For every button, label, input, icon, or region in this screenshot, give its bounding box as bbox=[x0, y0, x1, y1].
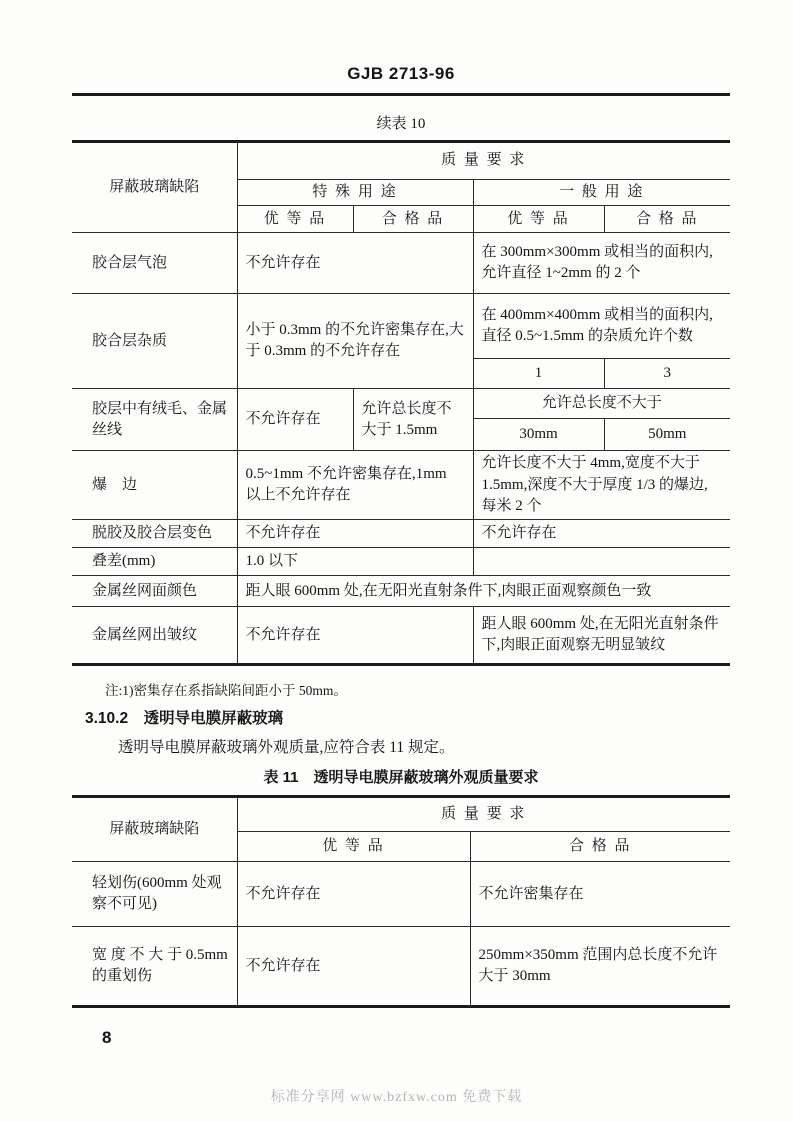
table11-qualified-header: 合 格 品 bbox=[470, 832, 730, 862]
general-requirement-cell: 在 300mm×300mm 或相当的面积内,允许直径 1~2mm 的 2 个 bbox=[473, 233, 730, 294]
special-requirement-cell: 小于 0.3mm 的不允许密集存在,大于 0.3mm 的不允许存在 bbox=[237, 294, 473, 389]
table-row bbox=[72, 294, 730, 359]
table10-footnote: 注:1)密集存在系指缺陷间距小于 50mm。 bbox=[105, 683, 347, 699]
table10-general-premium-header: 优 等 品 bbox=[473, 206, 604, 233]
defect-name-cell: 胶层中有绒毛、金属丝线 bbox=[72, 389, 237, 451]
general-qualified-count-cell: 3 bbox=[604, 359, 730, 389]
defect-name-cell: 叠差(mm) bbox=[72, 548, 237, 576]
special-requirement-cell: 1.0 以下 bbox=[237, 548, 473, 576]
table-row bbox=[72, 451, 730, 520]
general-requirement-cell: 不允许存在 bbox=[473, 520, 730, 548]
table10-general-qualified-header: 合 格 品 bbox=[604, 206, 730, 233]
defect-name-cell: 脱胶及胶合层变色 bbox=[72, 520, 237, 548]
table11 bbox=[72, 795, 730, 1008]
qualified-requirement-cell: 250mm×350mm 范围内总长度不允许大于 30mm bbox=[470, 927, 730, 1007]
general-premium-length-cell: 30mm bbox=[473, 419, 604, 451]
defect-name-cell: 爆 边 bbox=[72, 451, 237, 520]
table11-defect-col-header: 屏蔽玻璃缺陷 bbox=[72, 797, 237, 862]
table10-defect-col-header: 屏蔽玻璃缺陷 bbox=[72, 142, 237, 233]
table10-special-premium-header: 优 等 品 bbox=[237, 206, 353, 233]
table10-special-use-header: 特 殊 用 途 bbox=[237, 180, 473, 206]
premium-requirement-cell: 不允许存在 bbox=[237, 927, 470, 1007]
defect-name-cell: 金属丝网出皱纹 bbox=[72, 607, 237, 665]
special-requirement-cell: 不允许存在 bbox=[237, 607, 473, 665]
defect-name-cell: 胶合层气泡 bbox=[72, 233, 237, 294]
general-qualified-length-cell: 50mm bbox=[604, 419, 730, 451]
general-requirement-cell bbox=[473, 548, 730, 576]
special-requirement-cell: 0.5~1mm 不允许密集存在,1mm 以上不允许存在 bbox=[237, 451, 473, 520]
defect-name-cell: 轻划伤(600mm 处观察不可见) bbox=[72, 862, 237, 927]
section-heading: 3.10.2 透明导电膜屏蔽玻璃 bbox=[85, 710, 284, 728]
section-paragraph: 透明导电膜屏蔽玻璃外观质量,应符合表 11 规定。 bbox=[118, 739, 455, 757]
page-number: 8 bbox=[102, 1028, 112, 1048]
table11-caption: 表 11 透明导电膜屏蔽玻璃外观质量要求 bbox=[263, 769, 539, 787]
table11-quality-header: 质 量 要 求 bbox=[237, 797, 730, 832]
table-row bbox=[72, 233, 730, 294]
special-requirement-cell: 不允许存在 bbox=[237, 520, 473, 548]
general-requirement-cell: 距人眼 600mm 处,在无阳光直射条件下,肉眼正面观察无明显皱纹 bbox=[473, 607, 730, 665]
general-requirement-cell: 在 400mm×400mm 或相当的面积内,直径 0.5~1.5mm 的杂质允许个数 bbox=[473, 294, 730, 359]
defect-name-cell: 宽 度 不 大 于 0.5mm的重划伤 bbox=[72, 927, 237, 1007]
watermark-text: 标准分享网 www.bzfxw.com 免费下载 bbox=[270, 1090, 523, 1105]
table10-general-use-header: 一 般 用 途 bbox=[473, 180, 730, 206]
table-row bbox=[72, 927, 730, 1007]
premium-requirement-cell: 不允许存在 bbox=[237, 862, 470, 927]
table-row bbox=[72, 862, 730, 927]
general-premium-count-cell: 1 bbox=[473, 359, 604, 389]
table-row bbox=[72, 576, 730, 607]
table-row bbox=[72, 389, 730, 419]
table-row bbox=[72, 520, 730, 548]
special-requirement-cell: 不允许存在 bbox=[237, 233, 473, 294]
doc-number: GJB 2713-96 bbox=[347, 64, 455, 83]
qualified-requirement-cell: 不允许密集存在 bbox=[470, 862, 730, 927]
table10-quality-header: 质 量 要 求 bbox=[237, 142, 730, 180]
general-requirement-cell: 允许总长度不大于 bbox=[473, 389, 730, 419]
table10 bbox=[72, 140, 730, 666]
table-row bbox=[72, 607, 730, 665]
all-grades-requirement-cell: 距人眼 600mm 处,在无阳光直射条件下,肉眼正面观察颜色一致 bbox=[237, 576, 730, 607]
table11-premium-header: 优 等 品 bbox=[237, 832, 470, 862]
page-content bbox=[72, 0, 730, 1048]
general-requirement-cell: 允许长度不大于 4mm,宽度不大于 1.5mm,深度不大于厚度 1/3 的爆边,每米 2 个 bbox=[473, 451, 730, 520]
table-row bbox=[72, 548, 730, 576]
header-rule bbox=[72, 93, 730, 96]
table10-caption: 续表 10 bbox=[376, 116, 426, 132]
special-qualified-cell: 允许总长度不大于 1.5mm bbox=[353, 389, 473, 451]
defect-name-cell: 金属丝网面颜色 bbox=[72, 576, 237, 607]
defect-name-cell: 胶合层杂质 bbox=[72, 294, 237, 389]
table10-special-qualified-header: 合 格 品 bbox=[353, 206, 473, 233]
special-premium-cell: 不允许存在 bbox=[237, 389, 353, 451]
